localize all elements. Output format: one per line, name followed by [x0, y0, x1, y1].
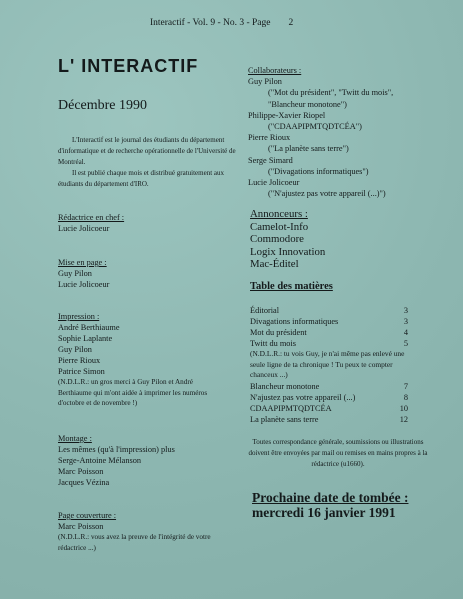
correspondence-note: Toutes correspondance générale, soumissions ou illustrations doivent être envoyées par mail ou remises en mains propres à la rédactrice (u1660). — [248, 438, 428, 468]
toc-entry — [250, 327, 408, 338]
issue-date: Décembre 1990 — [58, 98, 148, 113]
section-heading: Mise en page : — [58, 258, 107, 267]
collaborateurs-list — [248, 76, 448, 199]
staff-name: André Berthiaume — [58, 323, 120, 332]
contributor-name: Philippe-Xavier Riopel — [248, 110, 326, 120]
contributor-name: Pierre Rioux — [248, 133, 291, 143]
deadline-date: mercredi 16 janvier 1991 — [252, 505, 396, 520]
section-heading: Annonceurs : — [250, 208, 308, 220]
header-text: Interactif - Vol. 9 - No. 3 - Page — [150, 18, 271, 28]
staff-name: Sophie Laplante — [58, 334, 113, 343]
staff-line: Serge-Antoine Mélanson — [58, 456, 142, 465]
deadline-block — [252, 490, 452, 520]
toc-entry-page: 8 — [403, 392, 408, 402]
montage-section — [58, 433, 258, 488]
contribution-title: ("Mot du président", "Twitt du mois", — [268, 88, 394, 98]
toc-entry-page: 5 — [403, 339, 408, 348]
toc-entry-title: Blancheur monotone — [250, 381, 320, 391]
contribution-title: ("N'ajustez pas votre appareil (...)") — [268, 189, 386, 199]
contributor-name: Serge Simard — [248, 155, 293, 165]
toc-entry-title: CDAAPIPMTQDTCÉA — [250, 403, 332, 413]
staff-name: Marc Poisson — [58, 522, 104, 531]
staff-name: Pierre Rioux — [58, 356, 101, 365]
toc-entry — [250, 338, 408, 349]
staff-line: Les mêmes (qu'à l'impression) plus — [58, 445, 175, 454]
contribution-title: "Blancheur monotone") — [268, 99, 347, 109]
intro-block — [58, 135, 238, 190]
section-heading: Montage : — [58, 434, 92, 443]
toc-entry-page: 7 — [403, 381, 408, 391]
collaborateurs-section — [248, 65, 448, 199]
toc-entry — [250, 392, 408, 403]
staff-line: Marc Poisson — [58, 467, 104, 476]
toc-entry — [250, 381, 408, 392]
newsletter-title: L' INTERACTIF — [58, 56, 199, 76]
intro-paragraph: Il est publié chaque mois et distribué gratuitement aux étudiants du département d'IRO. — [58, 169, 225, 188]
intro-paragraph: L'Interactif est le journal des étudiants du département d'informatique et de recherche opérationnelle de l'Université de Montréal. — [58, 136, 236, 166]
editor-note: (N.D.L.R.: un gros merci à Guy Pilon et André Berthiaume qui m'ont aidée à imprimer les numéros d'octobre et de novembre !) — [58, 378, 208, 407]
toc-entry — [250, 403, 408, 414]
toc-entry — [250, 414, 408, 425]
advertiser-name: Commodore — [250, 233, 304, 245]
toc-entry-page: 3 — [403, 306, 408, 315]
contributor-name: Guy Pilon — [248, 77, 282, 87]
advertiser-name: Camelot-Info — [250, 220, 309, 233]
table-of-contents — [250, 305, 408, 425]
toc-entry-title: Twitt du mois — [250, 339, 296, 348]
toc-entry-title: La planète sans terre — [250, 414, 319, 424]
contribution-title: ("Divagations informatiques") — [268, 166, 369, 176]
toc-entry-page: 12 — [399, 414, 408, 424]
toc-title: Table des matières — [250, 281, 333, 292]
section-heading: Collaborateurs : — [248, 66, 302, 75]
advertiser-name: Mac-Éditel — [250, 258, 299, 270]
toc-entry-title: Divagations informatiques — [250, 317, 339, 326]
advertiser-name: Logix Innovation — [250, 245, 326, 258]
staff-name: Lucie Jolicoeur — [58, 280, 110, 289]
contributor-name: Lucie Jolicoeur — [248, 178, 300, 188]
toc-entry — [250, 316, 408, 327]
staff-name: Guy Pilon — [58, 345, 92, 354]
impression-section — [58, 311, 228, 409]
toc-entry-title: N'ajustez pas votre appareil (...) — [250, 392, 356, 402]
toc-entry-page: 3 — [403, 317, 408, 326]
mise-en-page-section — [58, 257, 258, 290]
annonceurs-section — [250, 208, 325, 271]
section-heading: Rédactrice en chef : — [58, 213, 125, 222]
page-number: 2 — [288, 18, 294, 28]
redaction-section — [58, 212, 258, 234]
section-heading: Page couverture : — [58, 511, 117, 520]
couverture-section — [58, 510, 233, 553]
staff-name: Patrice Simon — [58, 367, 105, 376]
contribution-title: ("La planète sans terre") — [268, 144, 349, 154]
staff-name: Guy Pilon — [58, 269, 92, 278]
page-header — [150, 18, 293, 28]
toc-entry-title: Mot du président — [250, 328, 307, 337]
editor-note: (N.D.L.R.: vous avez la preuve de l'intégrité de votre rédactrice ...) — [58, 533, 211, 552]
staff-line: Jacques Vézina — [58, 478, 110, 487]
contribution-title: ("CDAAPIPMTQDTCÉA") — [268, 122, 362, 132]
toc-entry — [250, 305, 408, 316]
toc-editor-note: (N.D.L.R.: tu vois Guy, je n'ai même pas enlevé une seule ligne de ta chronique ! Tu peux te compter chanceux ...) — [250, 349, 405, 379]
toc-entry-title: Éditorial — [250, 306, 280, 315]
staff-name: Lucie Jolicoeur — [58, 224, 110, 233]
toc-entry-page: 4 — [403, 328, 408, 337]
deadline-label: Prochaine date de tombée : — [252, 490, 409, 505]
toc-entry-page: 10 — [399, 403, 408, 413]
section-heading: Impression : — [58, 312, 100, 321]
